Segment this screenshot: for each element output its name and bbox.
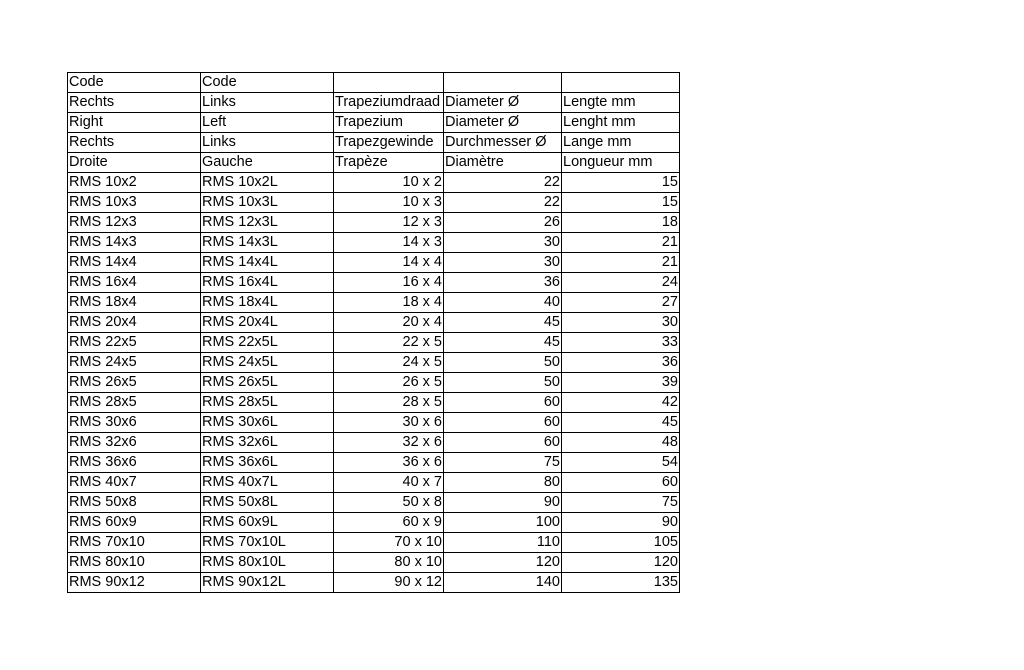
cell-length[interactable]: 135: [562, 573, 680, 593]
cell[interactable]: Code: [201, 73, 334, 93]
cell-code-left[interactable]: RMS 80x10L: [201, 553, 334, 573]
cell-code-left[interactable]: RMS 36x6L: [201, 453, 334, 473]
cell[interactable]: Diameter Ø: [444, 93, 562, 113]
cell-code-right[interactable]: RMS 36x6: [68, 453, 201, 473]
cell-code-right[interactable]: RMS 20x4: [68, 313, 201, 333]
cell-code-left[interactable]: RMS 70x10L: [201, 533, 334, 553]
cell-trapezium[interactable]: 90 x 12: [334, 573, 444, 593]
cell[interactable]: Rechts: [68, 133, 201, 153]
cell-code-left[interactable]: RMS 12x3L: [201, 213, 334, 233]
cell[interactable]: Trapezgewinde: [334, 133, 444, 153]
header-row-english: [68, 113, 680, 133]
cell-trapezium[interactable]: 36 x 6: [334, 453, 444, 473]
cell-code-right[interactable]: RMS 80x10: [68, 553, 201, 573]
cell[interactable]: Links: [201, 133, 334, 153]
cell-length[interactable]: 75: [562, 493, 680, 513]
cell-length[interactable]: 105: [562, 533, 680, 553]
cell-trapezium[interactable]: 10 x 3: [334, 193, 444, 213]
cell[interactable]: [444, 73, 562, 93]
cell-diameter[interactable]: 75: [444, 453, 562, 473]
cell-code-right[interactable]: RMS 28x5: [68, 393, 201, 413]
cell-diameter[interactable]: 110: [444, 533, 562, 553]
cell[interactable]: Trapeziumdraad: [334, 93, 444, 113]
cell-trapezium[interactable]: 30 x 6: [334, 413, 444, 433]
cell-code-left[interactable]: RMS 22x5L: [201, 333, 334, 353]
cell-diameter[interactable]: 100: [444, 513, 562, 533]
cell-diameter[interactable]: 60: [444, 413, 562, 433]
cell[interactable]: Trapèze: [334, 153, 444, 173]
cell-length[interactable]: 18: [562, 213, 680, 233]
table-row: [68, 393, 680, 413]
header-row-dutch: [68, 93, 680, 113]
cell-code-right[interactable]: RMS 50x8: [68, 493, 201, 513]
cell-length[interactable]: 39: [562, 373, 680, 393]
table-row: [68, 373, 680, 393]
cell-code-left[interactable]: RMS 16x4L: [201, 273, 334, 293]
header-row-german: [68, 133, 680, 153]
cell-code-right[interactable]: RMS 22x5: [68, 333, 201, 353]
cell-diameter[interactable]: 90: [444, 493, 562, 513]
cell-trapezium[interactable]: 50 x 8: [334, 493, 444, 513]
cell-length[interactable]: 15: [562, 193, 680, 213]
cell-diameter[interactable]: 22: [444, 193, 562, 213]
cell[interactable]: Right: [68, 113, 201, 133]
cell-trapezium[interactable]: 14 x 3: [334, 233, 444, 253]
cell-length[interactable]: 42: [562, 393, 680, 413]
cell-length[interactable]: 21: [562, 233, 680, 253]
cell-code-left[interactable]: RMS 14x4L: [201, 253, 334, 273]
cell-code-right[interactable]: RMS 10x2: [68, 173, 201, 193]
table-row: [68, 313, 680, 333]
cell-code-left[interactable]: RMS 10x3L: [201, 193, 334, 213]
cell-trapezium[interactable]: 16 x 4: [334, 273, 444, 293]
cell-trapezium[interactable]: 32 x 6: [334, 433, 444, 453]
cell-trapezium[interactable]: 10 x 2: [334, 173, 444, 193]
cell-diameter[interactable]: 60: [444, 433, 562, 453]
table-row: [68, 273, 680, 293]
cell-code-left[interactable]: RMS 32x6L: [201, 433, 334, 453]
cell-length[interactable]: 60: [562, 473, 680, 493]
cell-code-left[interactable]: RMS 14x3L: [201, 233, 334, 253]
cell-code-left[interactable]: RMS 60x9L: [201, 513, 334, 533]
cell-length[interactable]: 15: [562, 173, 680, 193]
cell-code-right[interactable]: RMS 16x4: [68, 273, 201, 293]
cell-trapezium[interactable]: 14 x 4: [334, 253, 444, 273]
cell-code-left[interactable]: RMS 26x5L: [201, 373, 334, 393]
cell-length[interactable]: 45: [562, 413, 680, 433]
table-row: [68, 213, 680, 233]
cell-length[interactable]: 21: [562, 253, 680, 273]
cell-length[interactable]: 120: [562, 553, 680, 573]
table-row: [68, 513, 680, 533]
cell-trapezium[interactable]: 60 x 9: [334, 513, 444, 533]
cell-diameter[interactable]: 22: [444, 173, 562, 193]
cell-length[interactable]: 54: [562, 453, 680, 473]
table-row: [68, 233, 680, 253]
table-row: [68, 253, 680, 273]
cell-code-right[interactable]: RMS 10x3: [68, 193, 201, 213]
cell-diameter[interactable]: 60: [444, 393, 562, 413]
cell[interactable]: Left: [201, 113, 334, 133]
table-row: [68, 413, 680, 433]
cell[interactable]: Rechts: [68, 93, 201, 113]
cell-diameter[interactable]: 40: [444, 293, 562, 313]
table-row: [68, 333, 680, 353]
cell-length[interactable]: 33: [562, 333, 680, 353]
cell-code-left[interactable]: RMS 50x8L: [201, 493, 334, 513]
cell-diameter[interactable]: 30: [444, 253, 562, 273]
table-row: [68, 553, 680, 573]
table-row: [68, 493, 680, 513]
cell-length[interactable]: 30: [562, 313, 680, 333]
cell-trapezium[interactable]: 28 x 5: [334, 393, 444, 413]
cell-trapezium[interactable]: 26 x 5: [334, 373, 444, 393]
cell-diameter[interactable]: 45: [444, 333, 562, 353]
table-row: [68, 453, 680, 473]
cell[interactable]: Diameter Ø: [444, 113, 562, 133]
spreadsheet-table: [67, 72, 680, 593]
cell-length[interactable]: 48: [562, 433, 680, 453]
cell-code-left[interactable]: RMS 24x5L: [201, 353, 334, 373]
table-row: [68, 473, 680, 493]
cell[interactable]: Links: [201, 93, 334, 113]
table-row: [68, 353, 680, 373]
cell-code-right[interactable]: RMS 14x4: [68, 253, 201, 273]
table-row: [68, 573, 680, 593]
cell-code-left[interactable]: RMS 10x2L: [201, 173, 334, 193]
header-row-code: [68, 73, 680, 93]
cell-diameter[interactable]: 30: [444, 233, 562, 253]
cell-code-left[interactable]: RMS 20x4L: [201, 313, 334, 333]
header-row-french: [68, 153, 680, 173]
cell-code-left[interactable]: RMS 18x4L: [201, 293, 334, 313]
table-row: [68, 173, 680, 193]
cell[interactable]: Droite: [68, 153, 201, 173]
cell[interactable]: Code: [68, 73, 201, 93]
table-body: [68, 73, 680, 593]
cell-length[interactable]: 36: [562, 353, 680, 373]
cell-diameter[interactable]: 26: [444, 213, 562, 233]
cell[interactable]: Lange mm: [562, 133, 680, 153]
cell-diameter[interactable]: 50: [444, 373, 562, 393]
cell-trapezium[interactable]: 20 x 4: [334, 313, 444, 333]
cell-trapezium[interactable]: 22 x 5: [334, 333, 444, 353]
cell-diameter[interactable]: 140: [444, 573, 562, 593]
cell-diameter[interactable]: 45: [444, 313, 562, 333]
cell-code-right[interactable]: RMS 30x6: [68, 413, 201, 433]
table-row: [68, 433, 680, 453]
cell-trapezium[interactable]: 70 x 10: [334, 533, 444, 553]
cell-code-right[interactable]: RMS 24x5: [68, 353, 201, 373]
cell[interactable]: Diamètre: [444, 153, 562, 173]
cell-code-right[interactable]: RMS 90x12: [68, 573, 201, 593]
cell-length[interactable]: 27: [562, 293, 680, 313]
cell-code-left[interactable]: RMS 40x7L: [201, 473, 334, 493]
cell[interactable]: Durchmesser Ø: [444, 133, 562, 153]
cell-code-left[interactable]: RMS 30x6L: [201, 413, 334, 433]
cell-trapezium[interactable]: 24 x 5: [334, 353, 444, 373]
cell-diameter[interactable]: 36: [444, 273, 562, 293]
cell-trapezium[interactable]: 80 x 10: [334, 553, 444, 573]
cell-length[interactable]: 24: [562, 273, 680, 293]
cell-code-right[interactable]: RMS 12x3: [68, 213, 201, 233]
cell[interactable]: Lenght mm: [562, 113, 680, 133]
cell-code-right[interactable]: RMS 18x4: [68, 293, 201, 313]
cell-code-right[interactable]: RMS 60x9: [68, 513, 201, 533]
cell-code-left[interactable]: RMS 28x5L: [201, 393, 334, 413]
cell-code-right[interactable]: RMS 14x3: [68, 233, 201, 253]
cell[interactable]: Lengte mm: [562, 93, 680, 113]
cell-trapezium[interactable]: 18 x 4: [334, 293, 444, 313]
cell-diameter[interactable]: 50: [444, 353, 562, 373]
cell[interactable]: Gauche: [201, 153, 334, 173]
cell-code-right[interactable]: RMS 70x10: [68, 533, 201, 553]
cell[interactable]: [562, 73, 680, 93]
table-row: [68, 293, 680, 313]
cell[interactable]: Longueur mm: [562, 153, 680, 173]
cell-trapezium[interactable]: 40 x 7: [334, 473, 444, 493]
cell-code-right[interactable]: RMS 40x7: [68, 473, 201, 493]
cell-code-right[interactable]: RMS 32x6: [68, 433, 201, 453]
cell-diameter[interactable]: 120: [444, 553, 562, 573]
cell-diameter[interactable]: 80: [444, 473, 562, 493]
table-row: [68, 193, 680, 213]
cell[interactable]: Trapezium: [334, 113, 444, 133]
cell-length[interactable]: 90: [562, 513, 680, 533]
cell-trapezium[interactable]: 12 x 3: [334, 213, 444, 233]
cell-code-right[interactable]: RMS 26x5: [68, 373, 201, 393]
cell[interactable]: [334, 73, 444, 93]
cell-code-left[interactable]: RMS 90x12L: [201, 573, 334, 593]
table-row: [68, 533, 680, 553]
